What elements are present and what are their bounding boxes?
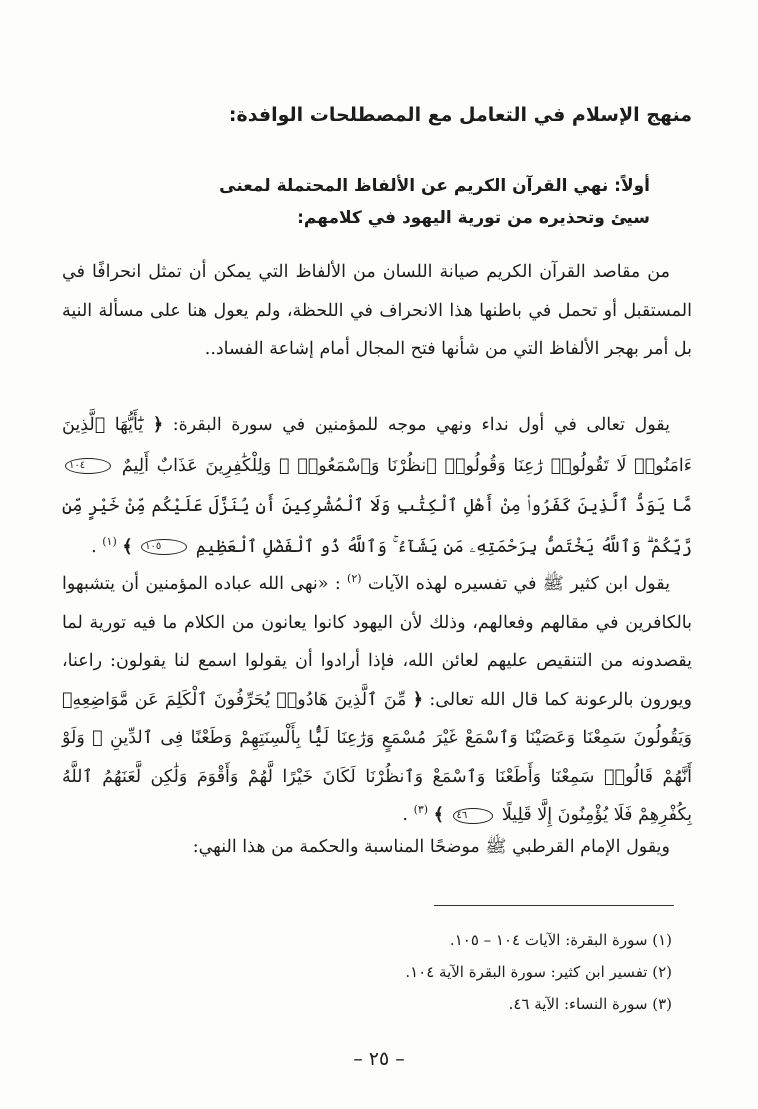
paragraph-ibn-kathir — [62, 565, 692, 835]
quotation: : «نهى الله عباده المؤمنين أن يتشبهوا بالكافرين في مقالهم وفعالهم، وذلك لأن اليهود كانوا يعانون من الكلام ما فيه تورية لما يقصدونه من التنقيص عليهم لعائن الله، فإذا أرادوا أن يقولوا اسمع لنا يقولون: راعنا، ويورون بالرعونة كما قال الله تعالى: — [62, 574, 692, 710]
footnote-3: (٣) سورة النساء: الآية ٤٦. — [508, 995, 672, 1013]
quran-verse: يَٰٓأَيُّهَا ٱلَّذِينَ ءَامَنُوا۟ لَا تَقُولُوا۟ رَٰعِنَا وَقُولُوا۟ ٱنظُرْنَا وَٱسْمَعُوا۟ ۗ وَلِلْكَٰفِرِينَ عَذَابٌ أَلِيمٌ — [62, 415, 692, 476]
ayah-number-marker: ٤٦ — [453, 808, 494, 824]
sentence-end: . — [91, 536, 97, 557]
quran-open-bracket: ﴿ — [412, 689, 423, 710]
quran-close-bracket: ﴾ — [122, 536, 133, 557]
footnotes — [272, 924, 672, 1020]
paragraph-text: ويقول الإمام القرطبي — [512, 837, 670, 857]
footnote-reference: (٢) — [347, 572, 362, 586]
sentence-end: . — [402, 805, 408, 825]
quran-verse: مَّا يَوَدُّ ٱلَّذِينَ كَفَرُوا۟ مِنْ أَهْلِ ٱلْكِتَٰبِ وَلَا ٱلْمُشْرِكِينَ أَن يُنَزَّلَ عَلَيْكُم مِّنْ خَيْرٍ مِّن رَّبِّكُمْ ۗ وَٱللَّهُ يَخْتَصُّ بِرَحْمَتِهِۦ مَن يَشَآءُ ۚ وَٱللَّهُ ذُو ٱلْفَضْلِ ٱلْعَظِيمِ — [62, 496, 692, 557]
quran-verse: مِّنَ ٱلَّذِينَ هَادُوا۟ يُحَرِّفُونَ ٱلْكَلِمَ عَن مَّوَاضِعِهِۦ وَيَقُولُونَ سَمِعْنَا وَعَصَيْنَا وَٱسْمَعْ غَيْرَ مُسْمَعٍ وَرَٰعِنَا لَيًّۢا بِأَلْسِنَتِهِمْ وَطَعْنًا فِى ٱلدِّينِ ۚ وَلَوْ أَنَّهُمْ قَالُوا۟ سَمِعْنَا وَأَطَعْنَا وَٱسْمَعْ وَٱنظُرْنَا لَكَانَ خَيْرًا لَّهُمْ وَأَقْوَمَ وَلَٰكِن لَّعَنَهُمُ ٱللَّهُ بِكُفْرِهِمْ فَلَا يُؤْمِنُونَ إِلَّا قَلِيلًا — [62, 689, 692, 825]
subsection-heading-line-2: سيئ وتحذيره من تورية اليهود في كلامهم: — [297, 208, 650, 228]
paragraph-qurtubi — [62, 830, 692, 864]
section-heading: منهج الإسلام في التعامل مع المصطلحات الوافدة: — [228, 104, 692, 126]
ayah-number-marker: ١٠٥ — [141, 539, 187, 555]
footnote-2: (٢) تفسير ابن كثير: سورة البقرة الآية ١٠٤. — [405, 963, 672, 981]
paragraph-quran-baqarah — [62, 405, 692, 567]
honorific-symbol: ﷺ — [485, 837, 507, 857]
footnote-1: (١) سورة البقرة: الآيات ١٠٤ – ١٠٥. — [449, 931, 672, 949]
paragraph-intro: من مقاصد القرآن الكريم صيانة اللسان من الألفاظ التي يمكن أن تمثل انحرافًا في المستقبل أو تحمل في باطنها هذا الانحراف في اللحظة، ولم يعول هنا على مسألة النية بل أمر بهجر الألفاظ التي من شأنها فتح المجال أمام إشاعة الفساد.. — [62, 262, 692, 359]
honorific-symbol: ﷺ — [542, 574, 564, 594]
footnote-reference: (١) — [102, 534, 117, 548]
footnote-reference: (٣) — [413, 803, 429, 817]
ayah-number-marker: ١٠٤ — [65, 458, 111, 474]
footnote-separator — [434, 905, 674, 906]
subsection-heading — [90, 170, 650, 234]
subsection-heading-line-1: أولاً: نهي القرآن الكريم عن الألفاظ المحتملة لمعنى — [219, 176, 650, 196]
paragraph-text: في تفسيره لهذه الآيات — [367, 574, 537, 594]
quran-close-bracket: ﴾ — [433, 805, 444, 825]
page-number: – ٢٥ – — [353, 1048, 405, 1070]
paragraph-text: موضحًا المناسبة والحكمة من هذا النهي: — [192, 837, 480, 857]
quran-open-bracket: ﴿ — [152, 415, 164, 435]
paragraph-text: يقول ابن كثير — [570, 574, 670, 594]
paragraph-text: يقول تعالى في أول نداء ونهي موجه للمؤمنين في سورة البقرة: — [172, 415, 670, 435]
